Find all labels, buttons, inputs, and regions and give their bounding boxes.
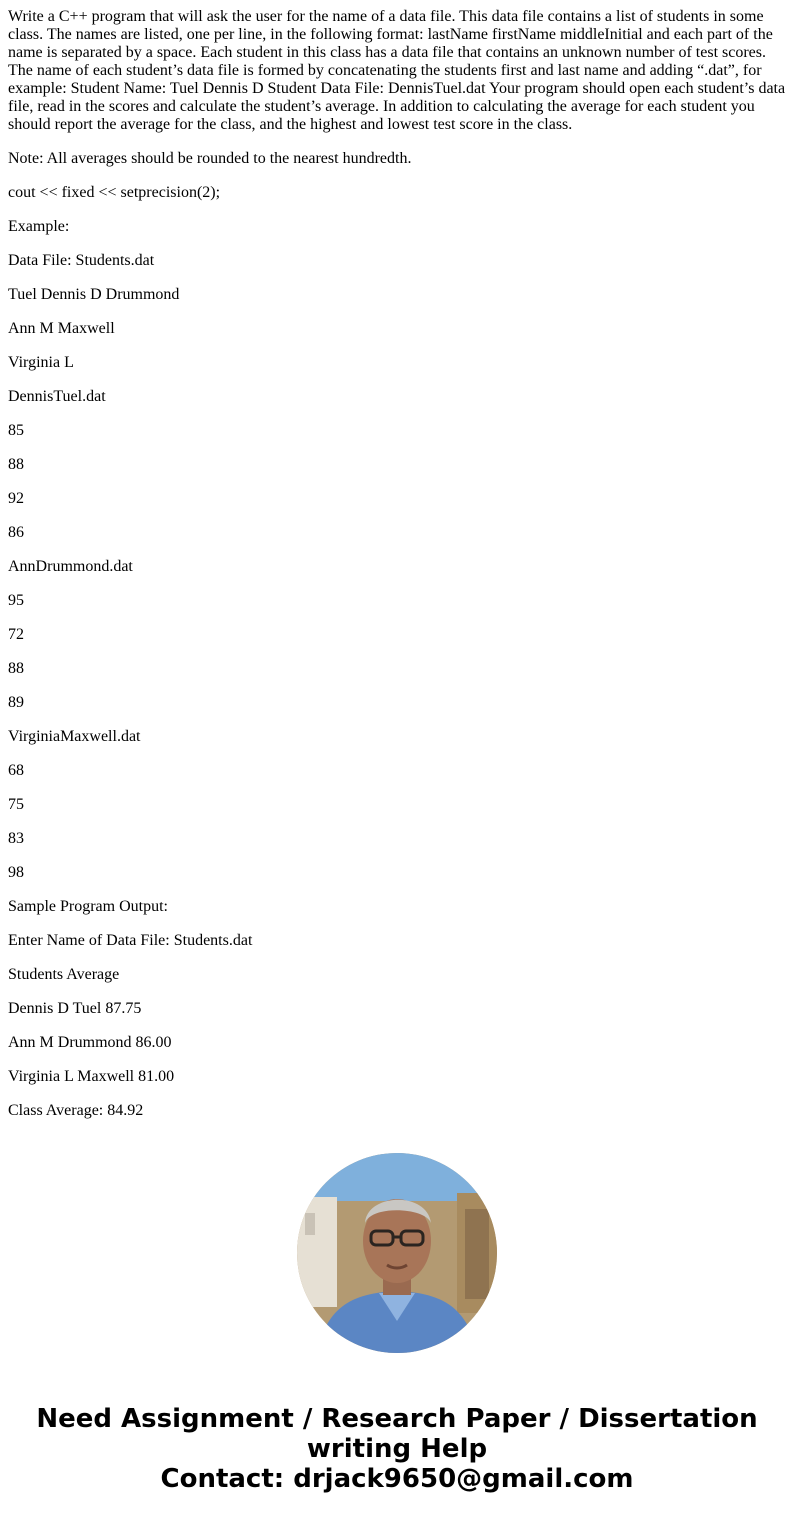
student-line: Tuel Dennis D Drummond — [8, 286, 180, 303]
contact-line: Contact: drjack9650@gmail.com — [160, 1464, 634, 1494]
average-line: Virginia L Maxwell 81.00 — [8, 1068, 175, 1085]
author-photo — [297, 1153, 497, 1353]
promo-line: Need Assignment / Research Paper / Dissertation — [36, 1404, 758, 1434]
data-file-label: Data File: Students.dat — [8, 252, 155, 269]
score-value: 85 — [8, 422, 24, 439]
averages-header: Students Average — [8, 966, 120, 983]
sample-output-label: Sample Program Output: — [8, 898, 168, 915]
score-value: 95 — [8, 592, 24, 609]
prompt-line: Enter Name of Data File: Students.dat — [8, 932, 253, 949]
student-line: Virginia L — [8, 354, 74, 371]
score-file-name: VirginiaMaxwell.dat — [8, 728, 141, 745]
example-label: Example: — [8, 218, 70, 235]
score-value: 68 — [8, 762, 24, 779]
score-value: 86 — [8, 524, 24, 541]
problem-document — [8, 8, 786, 1120]
score-value: 88 — [8, 456, 24, 473]
score-value: 75 — [8, 796, 24, 813]
score-file-name: DennisTuel.dat — [8, 388, 106, 405]
promo-banner — [0, 1404, 794, 1494]
average-line: Ann M Drummond 86.00 — [8, 1034, 172, 1051]
portrait-image — [297, 1153, 497, 1353]
student-line: Ann M Maxwell — [8, 320, 115, 337]
score-value: 89 — [8, 694, 24, 711]
score-file-name: AnnDrummond.dat — [8, 558, 133, 575]
problem-statement: Write a C++ program that will ask the user for the name of a data file. This data file contains a list of students in some class. The names are listed, one per line, in the following format: lastName firstName middleInitial and each part of the name is separated by a space. Each student in this class has a data file that contains an unknown number of test scores. The name of each student’s data file is formed by concatenating the students first and last name and adding “.dat”, for example: Student Name: Tuel Dennis D Student Data File: DennisTuel.dat Your program should open each student’s data file, read in the scores and calculate the student’s average. In addition to calculating the average for each student you should report the average for the class, and the highest and lowest test score in the class. — [8, 8, 786, 133]
score-value: 88 — [8, 660, 24, 677]
score-value: 72 — [8, 626, 24, 643]
class-average: Class Average: 84.92 — [8, 1102, 144, 1119]
score-value: 98 — [8, 864, 24, 881]
score-value: 83 — [8, 830, 24, 847]
rounding-note: Note: All averages should be rounded to the nearest hundredth. — [8, 150, 412, 167]
average-line: Dennis D Tuel 87.75 — [8, 1000, 142, 1017]
promo-line: writing Help — [306, 1434, 488, 1464]
score-value: 92 — [8, 490, 24, 507]
code-line: cout << fixed << setprecision(2); — [8, 184, 221, 201]
